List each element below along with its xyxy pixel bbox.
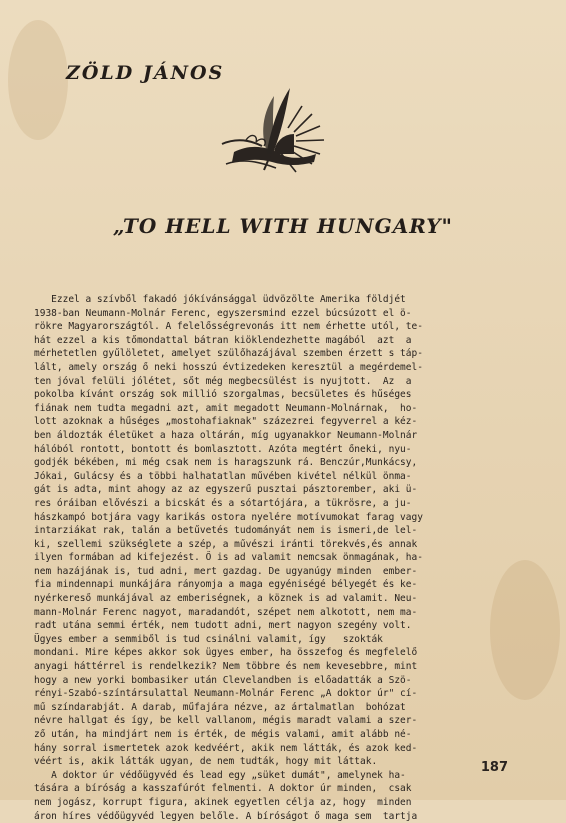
text-line: hászkampó botjára vagy karikás ostora nyelére motívumokat farag vagy (34, 511, 423, 523)
text-line: mérhetetlen gyűlöletet, amelyet szülőhazájával szemben érzett s táp- (34, 348, 423, 360)
text-line: Ügyes ember a semmiből is tud csinálni valamit, így szokták (34, 633, 383, 645)
text-line: ten jóval felüli jólétet, sőt még megbecsülést is nyujtott. Az a (34, 375, 412, 387)
text-line: fiának nem tudta megadni azt, amit megadott Neumann-Molnárnak, ho- (34, 402, 418, 414)
text-line: ki, szellemi szükséglete a szép, a művészi iránti törekvés,és annak (34, 538, 418, 550)
text-line: Ezzel a szívből fakadó jókívánsággal üdvözölte Amerika földjét (34, 294, 406, 305)
text-line: lott azoknak a hűséges „mostohafiaknak" százezrei fegyverrel a kéz- (34, 416, 418, 428)
page-number: 187 (480, 760, 508, 775)
article-body (34, 293, 538, 823)
text-line: gát is adta, mint ahogy az az egyszerű pusztai pásztorember, aki ü- (34, 484, 418, 496)
text-line: radt utána semmi érték, nem tudott adni, mert nagyon szegény volt. (34, 620, 412, 632)
text-line: lált, amely ország ő neki hosszú évtizedeken keresztül a megérdemel- (34, 361, 423, 373)
text-line: hát ezzel a kis tőmondattal bátran kiöklendezhette magából azt a (34, 334, 412, 346)
text-line: A doktor úr védőügyvéd és lead egy „süket dumát", amelynek ha- (34, 769, 406, 781)
text-line: véért is, akik látták ugyan, de nem tudták, hogy mit láttak. (34, 756, 378, 768)
text-line: nem hazájának is, tud adni, mert gazdag. De ugyanúgy minden ember- (34, 565, 418, 577)
text-line: Jókai, Gulácsy és a többi halhatatlan művében kivétel nélkül önma- (34, 470, 412, 482)
text-line: mű színdarabját. A darab, műfajára nézve, az ártalmatlan bohózat (34, 701, 406, 713)
text-line: intarziákat rak, talán a betűvetés tudományát nem is ismeri,de lel- (34, 525, 418, 537)
text-line: mondani. Mire képes akkor sok ügyes ember, ha összefog és megfelelő (34, 647, 418, 659)
text-line: tására a bíróság a kasszafúrót felmenti. A doktor úr minden, csak (34, 783, 412, 795)
text-line: ilyen formában ad kifejezést. Ő is ad valamit nemcsak önmagának, ha- (34, 552, 423, 564)
article-title: „TO HELL WITH HUNGARY" (113, 214, 453, 238)
text-line: 1938-ban Neumann-Molnár Ferenc, egyszersmind ezzel búcsúzott el ö- (34, 307, 412, 319)
text-line: nem jogász, korrupt figura, akinek egyetlen célja az, hogy minden (34, 796, 412, 808)
text-line: rökre Magyarországtól. A felelősségrevonás itt nem érhette utól, te- (34, 321, 423, 333)
paper-stain (8, 20, 68, 140)
author-name: ZÖLD JÁNOS (66, 62, 225, 84)
text-line: ben áldozták életüket a haza oltárán, míg ugyanakkor Neumann-Molnár (34, 429, 418, 441)
text-line: névre hallgat és így, be kell vallanom, mégis maradt valami a szer- (34, 715, 418, 727)
text-line: nyérkereső munkájával az emberiségnek, a köznek is ad valamit. Neu- (34, 593, 418, 605)
text-line: ző után, ha mindjárt nem is érték, de mégis valami, amit alább né- (34, 729, 412, 740)
text-line: hány sorral ismertetek azok kedvéért, akik nem látták, és azok ked- (34, 742, 418, 754)
quill-and-sun-emblem-icon (216, 84, 332, 176)
text-line: mann-Molnár Ferenc nagyot, maradandót, szépet nem alkotott, nem ma- (34, 606, 418, 618)
text-line: anyagi háttérrel is rendelkezik? Nem többre és nem kevesebbre, mint (34, 661, 418, 673)
text-line: fia mindennapi munkájára rányomja a maga egyéniségé bélyegét és ke- (34, 579, 418, 591)
text-line: godjék békében, mi még csak nem is haragszunk rá. Benczúr,Munkácsy, (34, 457, 418, 469)
text-line: res óráiban elővészi a bicskát és a sótartójára, a tükrösre, a ju- (34, 497, 412, 509)
text-line: áron híres védőügyvéd legyen belőle. A bíróságot ő maga sem tartja (34, 810, 418, 822)
text-line: pokolba kívánt ország sok millió szorgalmas, becsületes és hűséges (34, 389, 412, 401)
text-line: hogy a new yorki bombasiker után Clevelandben is előadatták a Szö- (34, 674, 412, 686)
text-line: hálóból rontott, bontott és bomlasztott. Azóta megtért őneki, nyu- (34, 443, 412, 455)
text-line: rényi-Szabó-színtársulattal Neumann-Molnár Ferenc „A doktor úr" cí- (34, 688, 418, 700)
